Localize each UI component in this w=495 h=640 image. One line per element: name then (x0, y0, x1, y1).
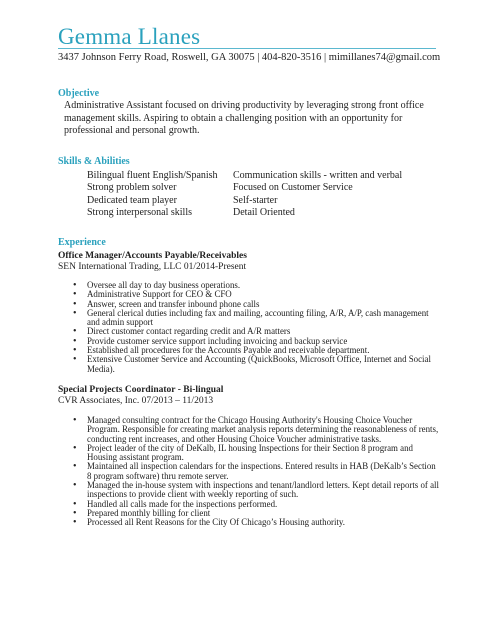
job-company-dates: CVR Associates, Inc. 07/2013 – 11/2013 (58, 396, 214, 406)
list-item: • Managed the in-house system with inspections and tenant/landlord letters. Kept detail reports of all inspections to provide client with weekly reporting of such. (73, 481, 441, 500)
skill-item: Bilingual fluent English/Spanish (87, 170, 218, 181)
job-company-dates: SEN International Trading, LLC 01/2014-Present (58, 262, 247, 272)
job-title: Special Projects Coordinator - Bi-lingual (58, 385, 224, 395)
objective-heading: Objective (58, 88, 100, 99)
job-duties-list (73, 416, 441, 528)
skill-item: Focused on Customer Service (233, 182, 353, 194)
list-item: • General clerical duties including fax and mailing, accounting filing, A/R, A/P, cash management and admin support (73, 309, 441, 328)
skill-item: Strong problem solver (87, 182, 177, 194)
skill-item: Self-starter (233, 194, 278, 206)
contact-info: 3437 Johnson Ferry Road, Roswell, GA 30075 | 404-820-3516 | mimillanes74@gmail.com (58, 52, 441, 63)
skill-item: Dedicated team player (87, 194, 177, 206)
list-item: • Established all procedures for the Accounts Payable and receivable department. (73, 346, 441, 355)
list-item: • Project leader of the city of DeKalb, IL housing Inspections for their Section 8 program and Housing assistant program. (73, 444, 441, 463)
experience-heading: Experience (58, 237, 106, 248)
skill-item: Strong interpersonal skills (87, 206, 192, 218)
header-divider (58, 48, 436, 49)
list-item: • Prepared monthly billing for client (73, 509, 441, 518)
list-item: • Direct customer contact regarding credit and A/R matters (73, 327, 441, 336)
list-item: • Extensive Customer Service and Accounting (QuickBooks, Microsoft Office, Internet and Social Media). (73, 355, 441, 374)
list-item: • Handled all calls made for the inspections performed. (73, 500, 441, 509)
list-item: • Processed all Rent Reasons for the City Of Chicago’s Housing authority. (73, 518, 441, 527)
list-item: • Provide customer service support including invoicing and backup service (73, 337, 441, 346)
list-item: • Maintained all inspection calendars for the inspections. Entered results in HAB (DeKalb’s Section 8 program software) thru remote server. (73, 462, 441, 481)
skills-grid (87, 170, 433, 219)
list-item: • Answer, screen and transfer inbound phone calls (73, 300, 441, 309)
candidate-name: Gemma Llanes (58, 24, 201, 49)
list-item: • Administrative Support for CEO & CFO (73, 290, 441, 299)
list-item: • Oversee all day to day business operations. (73, 281, 441, 290)
job-title: Office Manager/Accounts Payable/Receivables (58, 251, 247, 261)
skills-heading: Skills & Abilities (58, 156, 130, 167)
objective-text: Administrative Assistant focused on driving productivity by leveraging strong front office management skills. Aspiring to obtain a challenging position with an opportunity for professional and personal growth. (64, 100, 424, 136)
job-duties-list (73, 281, 441, 374)
list-item: • Managed consulting contract for the Chicago Housing Authority's Housing Choice Voucher Program. Responsible for creating market analysis reports determining the reasonableness of rents, conducting rent increases, and other Housing Choice Voucher administrative tasks. (73, 416, 441, 444)
skill-item: Communication skills - written and verbal (233, 170, 403, 181)
skill-item: Detail Oriented (233, 206, 295, 218)
